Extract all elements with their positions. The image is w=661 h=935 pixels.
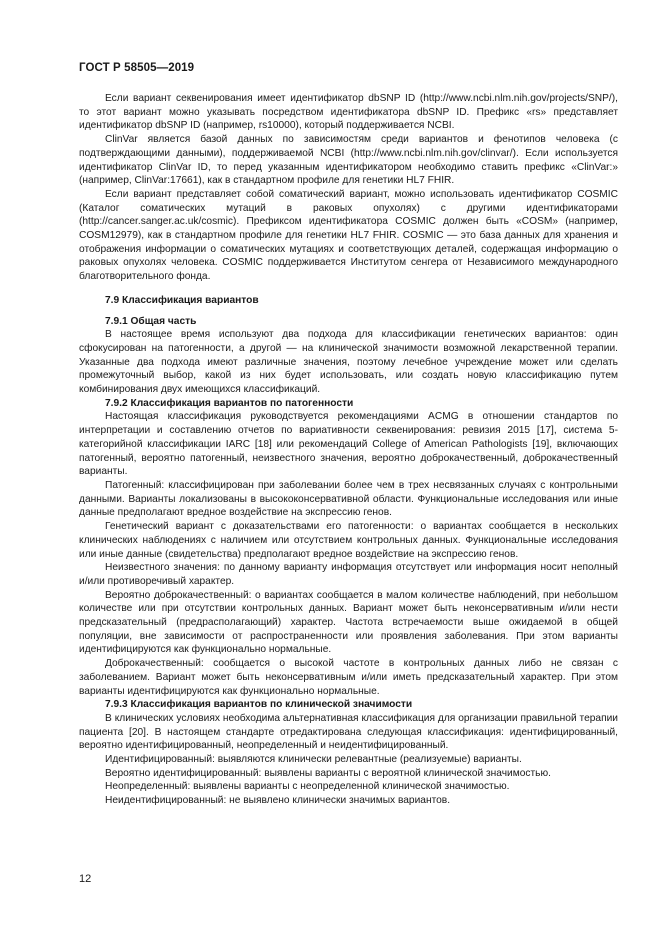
paragraph: Настоящая классификация руководствуется рекомендациями ACMG в отношении стандартов по интерпретации и составлению отчетов по вариативности секвенирования: ревизия 2015 [17], система 5-категорийной классификации IARC [18] или рекомендаций College of American Pathologists [19], включающих патогенный, вероятно патогенный, неизвестного значения, вероятно доброкачественный, доброкачественный варианты. xyxy=(79,411,618,478)
section-heading-7-9: 7.9 Классификация вариантов xyxy=(105,294,259,306)
paragraph-cosmic: Если вариант представляет собой соматический вариант, можно использовать идентификатор COSMIC (Каталог соматических мутаций в раковых опухолях) с другими идентификаторами (http://cancer.sanger.ac.uk/cosmic). Префиксом идентификатора COSMIC должен быть «COSM» (например, COSM12979), как в стандартном профиле для генетики HL7 FHIR. COSMIC — это база данных для хранения и отображения информации о соматических мутациях и соответствующих деталей, содержащая информацию о раковых опухолях человека. COSMIC поддерживается Институтом сенгера от Независимого международного благотворительного фонда. xyxy=(79,188,618,283)
paragraph: Вероятно идентифицированный: выявлены варианты с вероятной клинической значимостью. xyxy=(105,767,551,779)
page-number: 12 xyxy=(79,873,92,885)
subsection-heading-7-9-1: 7.9.1 Общая часть xyxy=(105,315,197,327)
paragraph: Патогенный: классифицирован при заболевании более чем в трех несвязанных случаях с контрольными данными. Варианты локализованы в высококонсервативной области. Функциональные исследования или иные данные предполагают вредное воздействие на экспрессию генов. xyxy=(79,479,618,519)
paragraph-clinvar: ClinVar является базой данных по зависимостям среди вариантов и фенотипов человека (с подтверждающими данными), поддерживаемой NCBI (http://www.ncbi.nlm.nih.gov/clinvar/). Если используется идентификатор ClinVar ID, то перед указанным идентификатором необходимо ставить префикс «ClinVar:» (например, ClinVar:17661), как в стандартном профиле для генетики HL7 FHIR. xyxy=(79,134,618,187)
subsection-heading-7-9-2: 7.9.2 Классификация вариантов по патогенности xyxy=(105,397,354,409)
paragraph: Идентифицированный: выявляются клинически релевантные (реализуемые) варианты. xyxy=(105,754,522,766)
paragraph-dbsnp: Если вариант секвенирования имеет идентификатор dbSNP ID (http://www.ncbi.nlm.nih.gov/projects/SNP/), то этот вариант можно указывать посредством идентификатора dbSNP ID. Префикс «rs» представляет идентификатор dbSNP ID (например, rs10000), который поддерживается NCBI. xyxy=(79,93,618,132)
subsection-heading-7-9-3: 7.9.3 Классификация вариантов по клинической значимости xyxy=(105,699,413,711)
paragraph: Неизвестного значения: по данному варианту информация отсутствует или информация носит неполный и/или противоречивый характер. xyxy=(79,562,618,587)
document-header: ГОСТ Р 58505—2019 xyxy=(79,62,195,74)
paragraph: Доброкачественный: сообщается о высокой частоте в контрольных данных либо не связан с заболеванием. Вариант может быть неконсервативным и/или иметь предсказательный характер. При этом варианты идентифицируются как функционально нормальные. xyxy=(79,658,618,697)
paragraph: Генетический вариант с доказательствами его патогенности: о вариантах сообщается в нескольких клинических наблюдениях с наличием или отсутствием контрольных данных. Функциональные исследования или иные данные (свидетельства) предполагают вредное воздействие на экспрессию генов. xyxy=(79,521,618,560)
paragraph: В клинических условиях необходима альтернативная классификация для организации правильной терапии пациента [20]. В настоящем стандарте отредактирована следующая классификация: идентифицированный, вероятно идентифицированный, неопределенный и неидентифицированный. xyxy=(79,712,618,752)
paragraph: Неидентифицированный: не выявлено клинически значимых вариантов. xyxy=(105,795,451,807)
paragraph: Вероятно доброкачественный: о вариантах сообщается в малом количестве наблюдений, при небольшом количестве или при отсутствии контрольных данных. Вариант может быть неконсервативным и/или нести предсказательный (предрасполагающий) характер. Частота встречаемости выше ожидаемой в общей популяции, вне зависимости от распространенности или проявления заболевания. При этом варианты идентифицируются как функционально нормальные. xyxy=(79,589,618,656)
paragraph: Неопределенный: выявлены варианты с неопределенной клинической значимостью. xyxy=(105,781,510,793)
paragraph: В настоящее время используют два подхода для классификации генетических вариантов: один сфокусирован на патогенности, а другой — на клинической значимости возможной лекарственной терапии. Указанные два подхода имеют различные значения, поэтому лечебное учреждение может или сделать промежуточный выбор, какой из них будет использовать, или создать новую классификацию путем комбинирования двух имеющихся классификаций. xyxy=(79,329,618,396)
document-body xyxy=(79,92,618,808)
